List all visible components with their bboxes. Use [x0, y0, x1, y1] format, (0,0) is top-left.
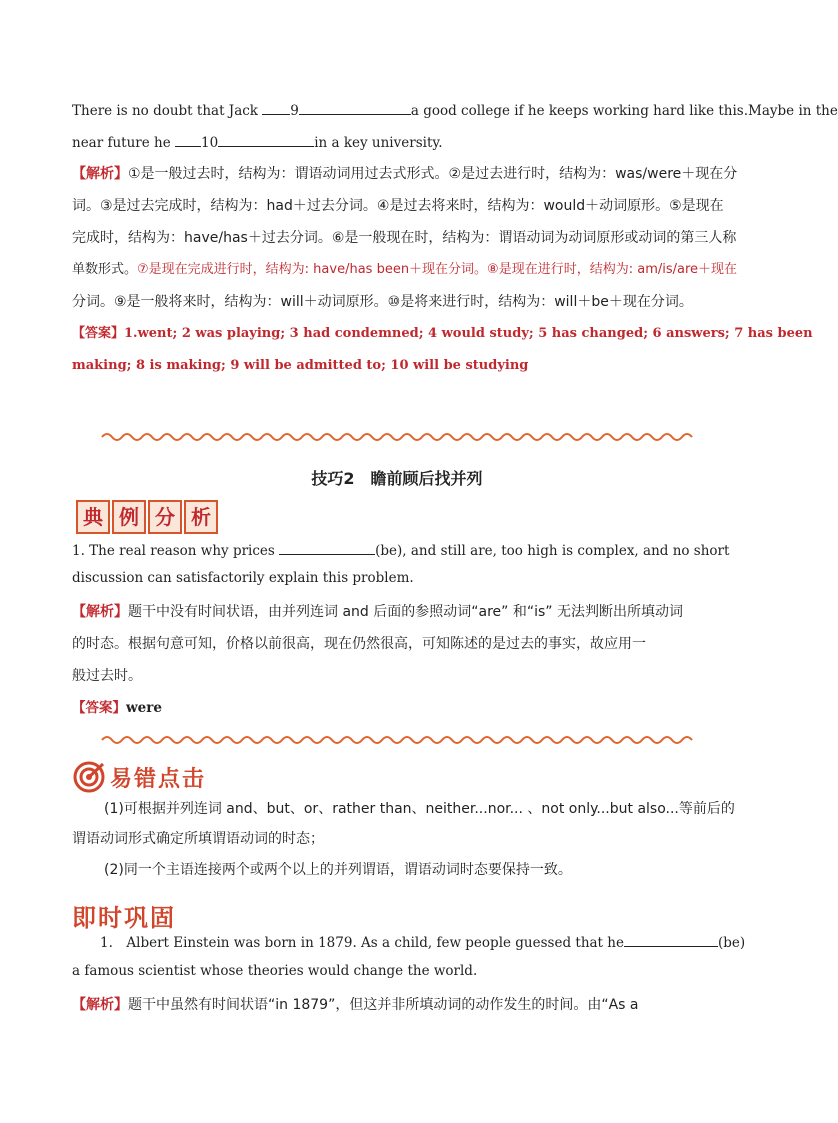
analysis-1-line-5: 分词。⑨是一般将来时，结构为：will＋动词原形。⑩是将来进行时，结构为：will＋be＋现在分词。: [72, 294, 693, 310]
question-2-line-1: 1. Albert Einstein was born in 1879. As a child, few people guessed that he (be): [100, 932, 722, 953]
analysis-1-line-2: 词。③是过去完成时，结构为：had＋过去分词。④是过去将来时，结构为：would＋动词原形。⑤是现在: [72, 198, 724, 214]
question-1-line-2: discussion can satisfactorily explain this problem.: [72, 570, 414, 586]
tips-header: 易错点击: [110, 767, 207, 792]
example-stamp-char: 典: [76, 500, 110, 534]
analysis-1-line-1: 【解析】①是一般过去时，结构为：谓语动词用过去式形式。②是过去进行时，结构为：was/were＋现在分: [72, 166, 738, 182]
tip-1-line-2: 谓语动词形式确定所填谓语动词的时态；: [72, 831, 324, 847]
blank: [218, 132, 314, 147]
question-2-line-2: a famous scientist whose theories would change the world.: [72, 963, 478, 979]
example-stamp-char: 析: [184, 500, 218, 534]
section-title: 技巧2 瞻前顾后找并列: [311, 469, 483, 488]
blank: [299, 100, 411, 115]
analysis-2-line-2: 的时态。根据句意可知，价格以前很高，现在仍然很高，可知陈述的是过去的事实，故应用一: [72, 636, 646, 652]
example-stamp-char: 分: [148, 500, 182, 534]
blank: [624, 932, 718, 947]
blank: [279, 540, 375, 555]
tip-1-line-1: (1)可根据并列连词 and、but、or、rather than、neither...nor... 、not only...but also...等前后的: [104, 801, 735, 817]
answer-1-line-2: making; 8 is making; 9 will be admitted to; 10 will be studying: [72, 358, 529, 373]
analysis-2-line-1: 【解析】题干中没有时间状语，由并列连词 and 后面的参照动词“are” 和“is” 无法判断出所填动词: [72, 604, 683, 620]
answer-1-line-1: 【答案】1.went; 2 was playing; 3 had condemned; 4 would study; 5 has changed; 6 answers; 7 has been: [72, 326, 813, 341]
question-1-line-1: 1. The real reason why prices (be), and still are, too high is complex, and no short: [72, 540, 722, 561]
analysis-1-line-4: 单数形式。⑦是现在完成进行时，结构为: have/has been＋现在分词。⑧是现在进行时，结构为: am/is/are＋现在: [72, 262, 738, 277]
answer-2: 【答案】were: [72, 700, 162, 716]
analysis-1-line-3: 完成时，结构为：have/has＋过去分词。⑥是一般现在时，结构为：谓语动词为动词原形或动词的第三人称: [72, 230, 737, 246]
blank: [262, 100, 290, 115]
blank: [175, 132, 201, 147]
consolidate-header: 即时巩固: [72, 904, 176, 932]
tip-2: (2)同一个主语连接两个或两个以上的并列谓语，谓语动词时态要保持一致。: [104, 862, 572, 878]
wave-divider: [102, 734, 692, 746]
exercise-line-9: There is no doubt that Jack 9 a good college if he keeps working hard like this.Maybe in the: [72, 100, 722, 121]
target-icon: [72, 760, 106, 794]
exercise-line-10: near future he 10 in a key university.: [72, 132, 722, 153]
wave-divider: [102, 431, 692, 443]
analysis-3-line-1: 【解析】题干中虽然有时间状语“in 1879”，但这并非所填动词的动作发生的时间。由“As a: [72, 997, 639, 1013]
example-stamp-char: 例: [112, 500, 146, 534]
analysis-2-line-3: 般过去时。: [72, 668, 142, 684]
